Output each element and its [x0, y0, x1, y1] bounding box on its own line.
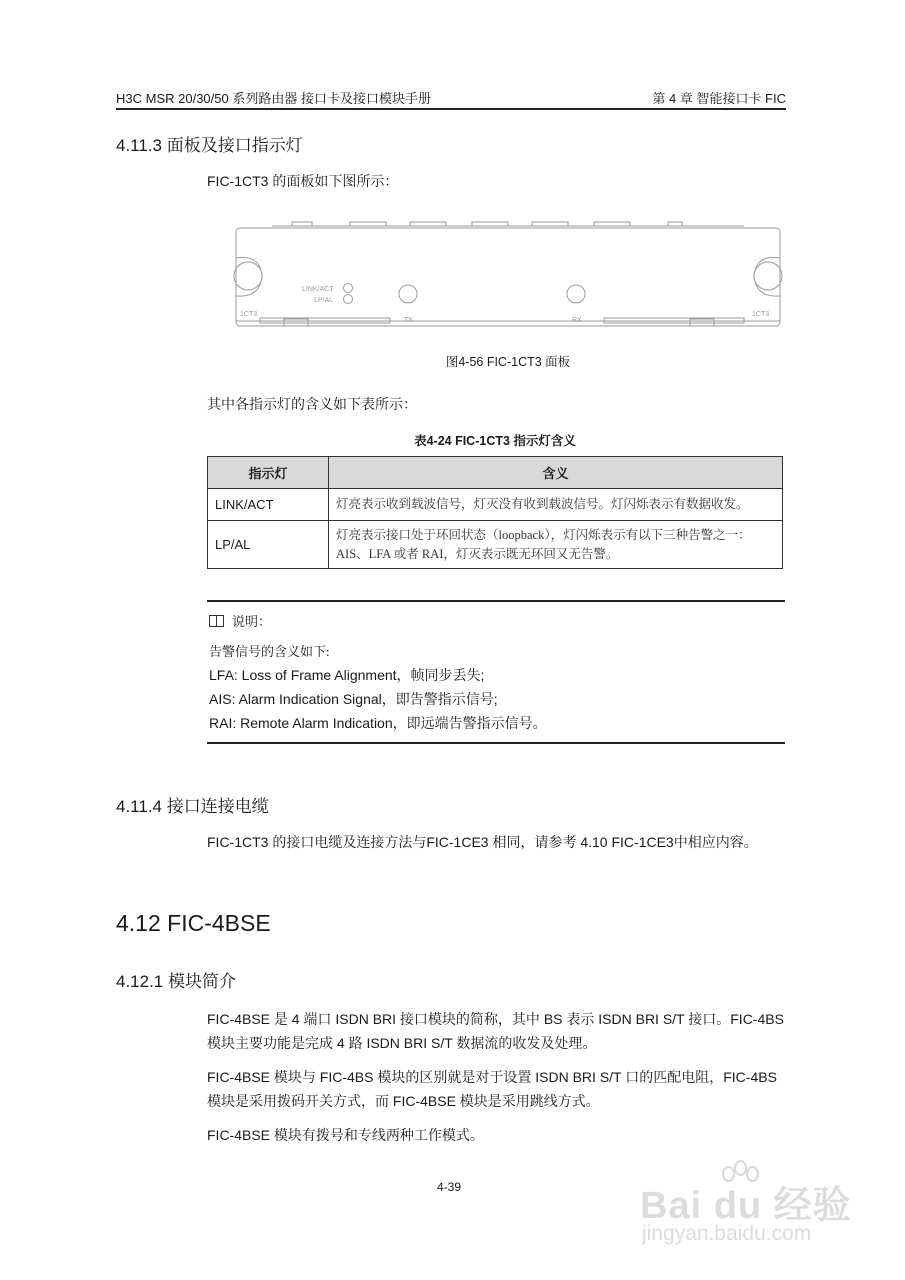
page-number: 4-39 — [437, 1180, 462, 1194]
cell-indicator: LP/AL — [208, 521, 329, 569]
page-header — [116, 86, 786, 110]
led-linkact-label: LINK/ACT — [302, 286, 334, 293]
section-4-12-1-para-3: FIC-4BSE 模块有拨号和专线两种工作模式。 — [207, 1127, 484, 1143]
watermark-brand: Bai du 经验 — [640, 1185, 852, 1227]
col-header-indicator: 指示灯 — [208, 457, 329, 489]
col-header-meaning: 含义 — [329, 457, 783, 489]
table-row — [208, 489, 783, 521]
tx-port-label: TX — [404, 317, 413, 324]
section-heading-4-12: 4.12 FIC-4BSE — [116, 910, 271, 936]
table-header-row — [208, 457, 783, 489]
note-line: 告警信号的含义如下: — [209, 644, 330, 659]
section-heading-4-11-3: 4.11.3 面板及接口指示灯 — [116, 136, 303, 155]
fic-1ct3-panel-figure — [232, 218, 784, 336]
section-4-12-1-para-1: FIC-4BSE 是 4 端口 ISDN BRI 接口模块的简称，其中 BS 表示 ISDN BRI S/T 接口。FIC-4BS 模块主要功能是完成 4 路 ISDN BRI S/T 数据流的收发及处理。 — [207, 1011, 784, 1051]
rx-port-label: RX — [572, 317, 582, 324]
note-title-row — [209, 611, 271, 630]
section-4-12-1-para-2: FIC-4BSE 模块与 FIC-4BS 模块的区别就是对于设置 ISDN BRI S/T 口的匹配电阻，FIC-4BS 模块是采用拨码开关方式，而 FIC-4BSE 模块是采用跳线方式。 — [207, 1069, 777, 1109]
panel-drawing — [232, 218, 784, 336]
cell-meaning: 灯亮表示收到载波信号，灯灭没有收到载波信号。灯闪烁表示有数据收发。 — [329, 489, 783, 521]
note-line-ais: AIS: Alarm Indication Signal，即告警指示信号; — [209, 691, 498, 707]
baidu-watermark — [640, 1160, 860, 1260]
watermark-url: jingyan.baidu.com — [642, 1222, 812, 1245]
section-heading-4-11-4: 4.11.4 接口连接电缆 — [116, 797, 269, 816]
table-caption: 表4-24 FIC-1CT3 指示灯含义 — [414, 434, 576, 448]
figure-intro-text: FIC-1CT3 的面板如下图所示： — [207, 173, 399, 189]
table-intro-text: 其中各指示灯的含义如下表所示： — [207, 398, 417, 413]
header-manual-title: H3C MSR 20/30/50 系列路由器 接口卡及接口模块手册 — [116, 91, 431, 106]
cell-indicator: LINK/ACT — [208, 489, 329, 521]
panel-left-model-label: 1CT3 — [240, 311, 258, 318]
indicator-table — [207, 456, 783, 569]
note-line-lfa: LFA: Loss of Frame Alignment，帧同步丢失; — [209, 667, 485, 683]
section-heading-4-12-1: 4.12.1 模块简介 — [116, 972, 236, 991]
table-row — [208, 521, 783, 569]
section-4-11-4-body: FIC-1CT3 的接口电缆及连接方法与FIC-1CE3 相同，请参考 4.10 FIC-1CE3中相应内容。 — [207, 834, 758, 850]
note-box — [207, 600, 785, 744]
cell-meaning: 灯亮表示接口处于环回状态（loopback），灯闪烁表示有以下三种告警之一：AIS、LFA 或者 RAI，灯灭表示既无环回又无告警。 — [329, 521, 783, 569]
book-icon — [209, 615, 224, 627]
figure-caption: 图4-56 FIC-1CT3 面板 — [445, 355, 571, 369]
led-lpal-label: LP/AL — [314, 297, 334, 304]
note-line-rai: RAI: Remote Alarm Indication，即远端告警指示信号。 — [209, 715, 547, 731]
header-chapter-title: 第 4 章 智能接口卡 FIC — [652, 91, 786, 106]
note-title: 说明： — [232, 614, 272, 629]
panel-right-model-label: 1CT3 — [752, 311, 770, 318]
